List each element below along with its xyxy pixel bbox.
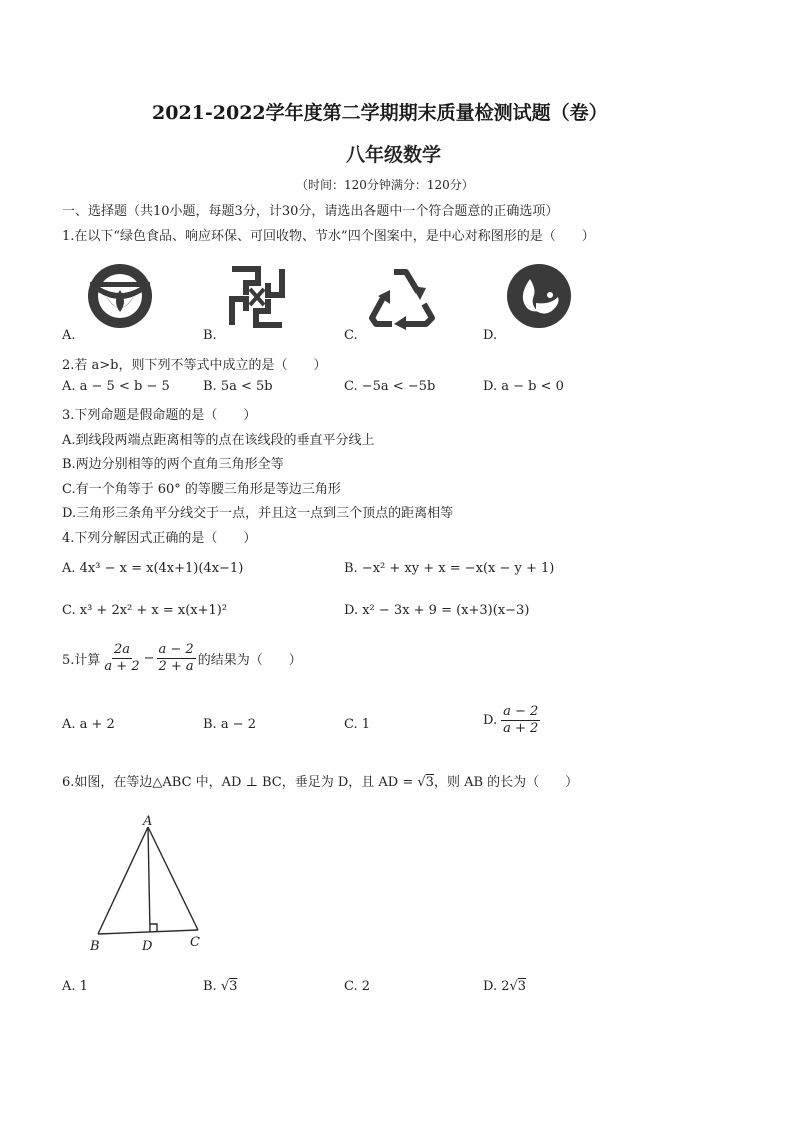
time-info: （时间：120分钟满分：120分） xyxy=(296,178,474,192)
q5-frac1-den: a + 2 xyxy=(104,659,140,675)
q1-option-a[interactable]: A. xyxy=(62,328,76,343)
q5-frac1-num: 2a xyxy=(112,642,132,659)
q2-option-c[interactable]: C. −5a < −5b xyxy=(344,379,436,394)
q5-fraction-1 xyxy=(102,642,141,676)
q6-stem-sqrt: 3 xyxy=(425,775,434,790)
q6-optb-sqrt: 3 xyxy=(229,979,238,994)
question-2-stem: 2.若 a>b，则下列不等式中成立的是（ ） xyxy=(62,358,327,373)
q3-option-b[interactable]: B.两边分别相等的两个直角三角形全等 xyxy=(62,457,284,472)
q3-option-a[interactable]: A.到线段两端点距离相等的点在该线段的垂直平分线上 xyxy=(62,433,375,448)
vertex-label-b: B xyxy=(90,939,100,954)
q5-frac2-den: 2 + a xyxy=(158,659,194,675)
q5-optd-num: a − 2 xyxy=(501,704,540,721)
question-1-stem: 1.在以下“绿色食品、响应环保、可回收物、节水”四个图案中，是中心对称图形的是（ ） xyxy=(62,229,595,244)
question-6-stem xyxy=(62,771,578,790)
q6-option-c[interactable]: C. 2 xyxy=(344,979,371,994)
vertex-label-c: C xyxy=(190,935,200,950)
q1-option-b[interactable]: B. xyxy=(203,328,217,343)
q4-option-b[interactable]: B. −x² + xy + x = −x(x − y + 1) xyxy=(344,561,555,576)
vertex-label-a: A xyxy=(143,814,153,829)
q3-option-d[interactable]: D.三角形三条角平分线交于一点，并且这一点到三个顶点的距离相等 xyxy=(62,506,454,521)
q1-option-d[interactable]: D. xyxy=(483,328,498,343)
q2-option-b[interactable]: B. 5a < 5b xyxy=(203,379,273,394)
q6-optd-label: D. 2 xyxy=(483,979,510,994)
q5-optd-label: D. xyxy=(483,713,498,729)
triangle-diagram xyxy=(88,812,208,957)
page-title: 2021-2022学年度第二学期期末质量检测试题（卷） xyxy=(152,102,608,124)
q5-option-a[interactable]: A. a + 2 xyxy=(62,717,115,732)
green-food-icon xyxy=(86,262,154,330)
water-saving-icon xyxy=(506,263,572,329)
q5-option-b[interactable]: B. a − 2 xyxy=(203,717,256,732)
q6-optb-sqrt-symbol: √ xyxy=(220,979,230,994)
q5-option-c[interactable]: C. 1 xyxy=(344,717,371,732)
vertex-label-d: D xyxy=(142,939,153,954)
q5-optd-den: a + 2 xyxy=(503,721,539,737)
q6-optb-label: B. xyxy=(203,979,221,994)
q3-option-c[interactable]: C.有一个角等于 60° 的等腰三角形是等边三角形 xyxy=(62,482,341,497)
question-5-stem xyxy=(62,642,302,676)
q2-option-d[interactable]: D. a − b < 0 xyxy=(483,379,564,394)
section-heading: 一、选择题（共10小题，每题3分，计30分，请选出各题中一个符合题意的正确选项） xyxy=(62,204,559,219)
q6-stem-a: 6.如图，在等边△ABC 中，AD ⊥ BC，垂足为 D，且 AD = xyxy=(62,775,418,790)
q5-frac2-num: a − 2 xyxy=(157,642,196,659)
q6-option-b[interactable] xyxy=(203,979,237,994)
environmental-protection-icon xyxy=(228,265,286,329)
recycle-icon xyxy=(366,264,438,330)
q5-minus: − xyxy=(143,651,155,667)
q4-option-c[interactable]: C. x³ + 2x² + x = x(x+1)² xyxy=(62,603,228,618)
q5-suffix: 的结果为（ ） xyxy=(197,653,302,669)
q5-option-d[interactable] xyxy=(483,704,540,738)
question-4-stem: 4.下列分解因式正确的是（ ） xyxy=(62,531,257,546)
q5-prefix: 5.计算 xyxy=(62,653,101,669)
q1-option-c[interactable]: C. xyxy=(344,328,358,343)
q6-sqrt-symbol: √ xyxy=(417,775,426,790)
q2-option-a[interactable]: A. a − 5 < b − 5 xyxy=(62,379,170,394)
q6-stem-b: ，则 AB 的长为（ ） xyxy=(433,775,579,790)
q5-fraction-2 xyxy=(157,642,196,676)
q6-option-a[interactable]: A. 1 xyxy=(62,979,88,994)
q6-optd-sqrt-symbol: √ xyxy=(509,979,518,994)
q4-option-d[interactable]: D. x² − 3x + 9 = (x+3)(x−3) xyxy=(344,603,530,618)
q6-option-d[interactable] xyxy=(483,979,526,994)
q6-optd-sqrt: 3 xyxy=(517,979,527,994)
q4-option-a[interactable]: A. 4x³ − x = x(4x+1)(4x−1) xyxy=(62,561,244,576)
subject-title: 八年级数学 xyxy=(346,144,442,166)
q5-optd-fraction xyxy=(501,704,540,738)
question-3-stem: 3.下列命题是假命题的是（ ） xyxy=(62,408,257,423)
